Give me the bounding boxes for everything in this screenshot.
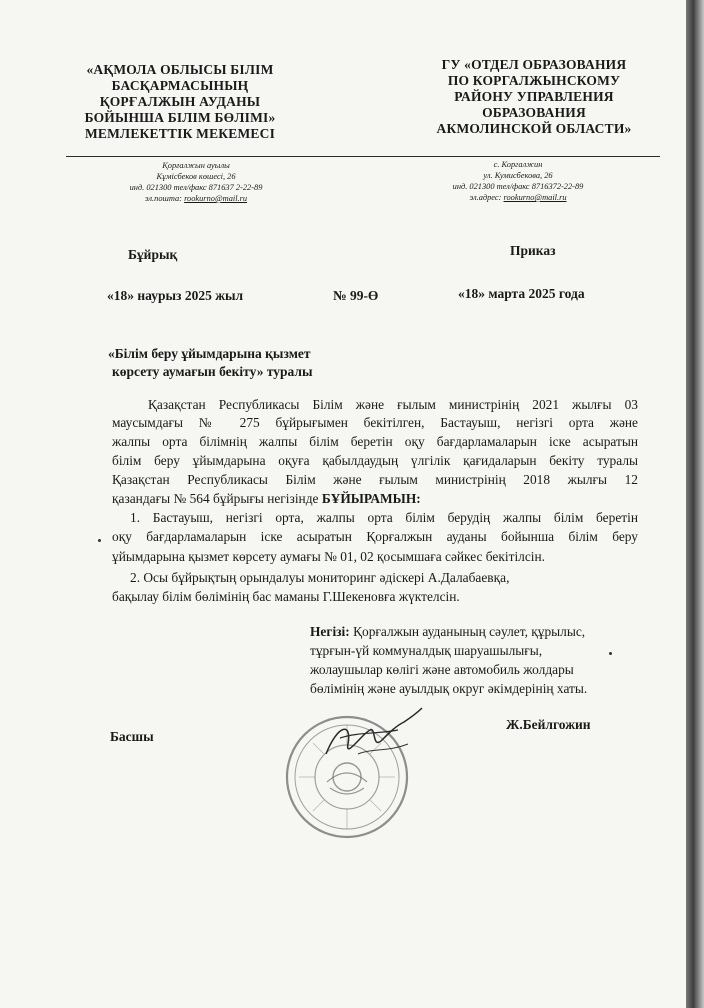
org-header-ru xyxy=(418,57,650,137)
org-header-kz-line: «АҚМОЛА ОБЛЫСЫ БІЛІМ xyxy=(86,62,274,77)
email-kz-line xyxy=(96,193,296,204)
intro-line: Қазақстан Республикасы Білім және ғылым министрінің 2018 жылғы 12 xyxy=(112,472,638,487)
address-ru xyxy=(412,159,624,203)
date-ru: «18» марта 2025 года xyxy=(458,286,585,301)
address-ru-line: ул. Кумисбекова, 26 xyxy=(483,171,553,180)
item-1-last-line: ұйымдарына қызмет көрсету аумағы № 01, 02 қосымшаға сәйкес бекітілсін. xyxy=(112,549,546,564)
email-kz-label: эл.пошта: xyxy=(144,194,185,203)
address-ru-line: инд. 021300 тел/факс 8716372-22-89 xyxy=(452,182,584,191)
basis-line-1 xyxy=(310,624,585,640)
org-header-kz-line: БАСҚАРМАСЫНЫҢ xyxy=(111,78,249,93)
intro-line: жалпы орта білімнің жалпы білім беретін оқу бағдарламаларын іске асыратын xyxy=(112,434,638,449)
intro-line: білім беру ұйымдарына оқуға қабылдаудың үлгілік қағидаларын бекіту туралы xyxy=(112,453,638,468)
item-1-line: оқу бағдарламаларын іске асыратын Қорғалжын ауданы бойынша білім беру xyxy=(112,529,638,544)
doc-number: № 99-Ө xyxy=(333,288,379,303)
email-ru-label: эл.адрес: xyxy=(469,193,504,202)
handwritten-signature-icon xyxy=(318,704,428,774)
doc-type-kz: Бұйрық xyxy=(128,247,178,262)
doc-type-ru: Приказ xyxy=(510,243,556,258)
org-header-kz-line: БОЙЫНША БІЛІМ БӨЛІМІ» xyxy=(84,110,276,125)
intro-last-text: қазандағы № 564 бұйрығы негізінде xyxy=(112,491,322,506)
scan-speck xyxy=(609,652,612,655)
basis-text: Қорғалжын ауданының сәулет, құрылыс, xyxy=(349,624,586,639)
org-header-ru-line: ПО КОРГАЛЖЫНСКОМУ xyxy=(447,73,621,88)
address-kz-line: инд. 021300 тел/факс 871637 2-22-89 xyxy=(129,183,263,192)
scan-edge-shadow xyxy=(686,0,704,1008)
basis-label: Негізі: xyxy=(310,624,350,639)
subject-line-1: «Білім беру ұйымдарына қызмет xyxy=(108,346,311,361)
org-header-kz-line: МЕМЛЕКЕТТІК МЕКЕМЕСІ xyxy=(84,126,276,141)
header-divider xyxy=(66,156,660,157)
intro-line: Қазақстан Республикасы Білім және ғылым министрінің 2021 жылғы 03 xyxy=(148,397,638,412)
email-kz-link[interactable]: rookurno@mail.ru xyxy=(184,194,248,203)
scan-speck xyxy=(98,539,101,542)
basis-line: жолаушылар көлігі және автомобиль жолдары xyxy=(310,662,574,677)
order-word: БҰЙЫРАМЫН: xyxy=(321,491,421,506)
basis-line: бөлімінің және ауылдық округ әкімдерінің хаты. xyxy=(310,681,588,696)
address-kz-line: Қорғалжын ауылы xyxy=(162,161,230,170)
signatory-name: Ж.Бейлгожин xyxy=(506,717,591,732)
signatory-title: Басшы xyxy=(110,729,154,744)
intro-line: маусымдағы № 275 бұйрығымен бекітілген, Бастауыш, негізгі орта және xyxy=(112,415,638,430)
org-header-ru-line: РАЙОНУ УПРАВЛЕНИЯ xyxy=(454,89,614,104)
basis-line: тұрғын-үй коммуналдық шаруашылығы, xyxy=(310,643,543,658)
subject-line-2: көрсету аумағын бекіту» туралы xyxy=(112,364,313,379)
intro-last-line xyxy=(112,490,421,507)
date-kz: «18» наурыз 2025 жыл xyxy=(107,288,244,303)
address-kz-line: Кұмісбеков көшесі, 26 xyxy=(156,172,236,181)
org-header-kz xyxy=(70,62,290,142)
item-2-last-line: бақылау білім бөлімінің бас маманы Г.Шекеновға жүктелсін. xyxy=(112,589,460,604)
org-header-kz-line: ҚОРҒАЛЖЫН АУДАНЫ xyxy=(99,94,261,109)
org-header-ru-line: ГУ «ОТДЕЛ ОБРАЗОВАНИЯ xyxy=(441,57,627,72)
email-ru-line xyxy=(412,192,624,203)
org-header-ru-line: ОБРАЗОВАНИЯ xyxy=(482,105,586,120)
item-1-line: 1. Бастауыш, негізгі орта, жалпы орта білім берудің жалпы білім беретін xyxy=(130,510,638,525)
address-ru-line: с. Коргалжин xyxy=(493,160,543,169)
address-kz xyxy=(96,160,296,204)
org-header-ru-line: АКМОЛИНСКОЙ ОБЛАСТИ» xyxy=(436,121,632,136)
email-ru-link[interactable]: rookurno@mail.ru xyxy=(503,193,567,202)
item-2-line: 2. Осы бұйрықтың орындалуы мониторинг әдіскері А.Далабаевқа, xyxy=(130,570,510,585)
